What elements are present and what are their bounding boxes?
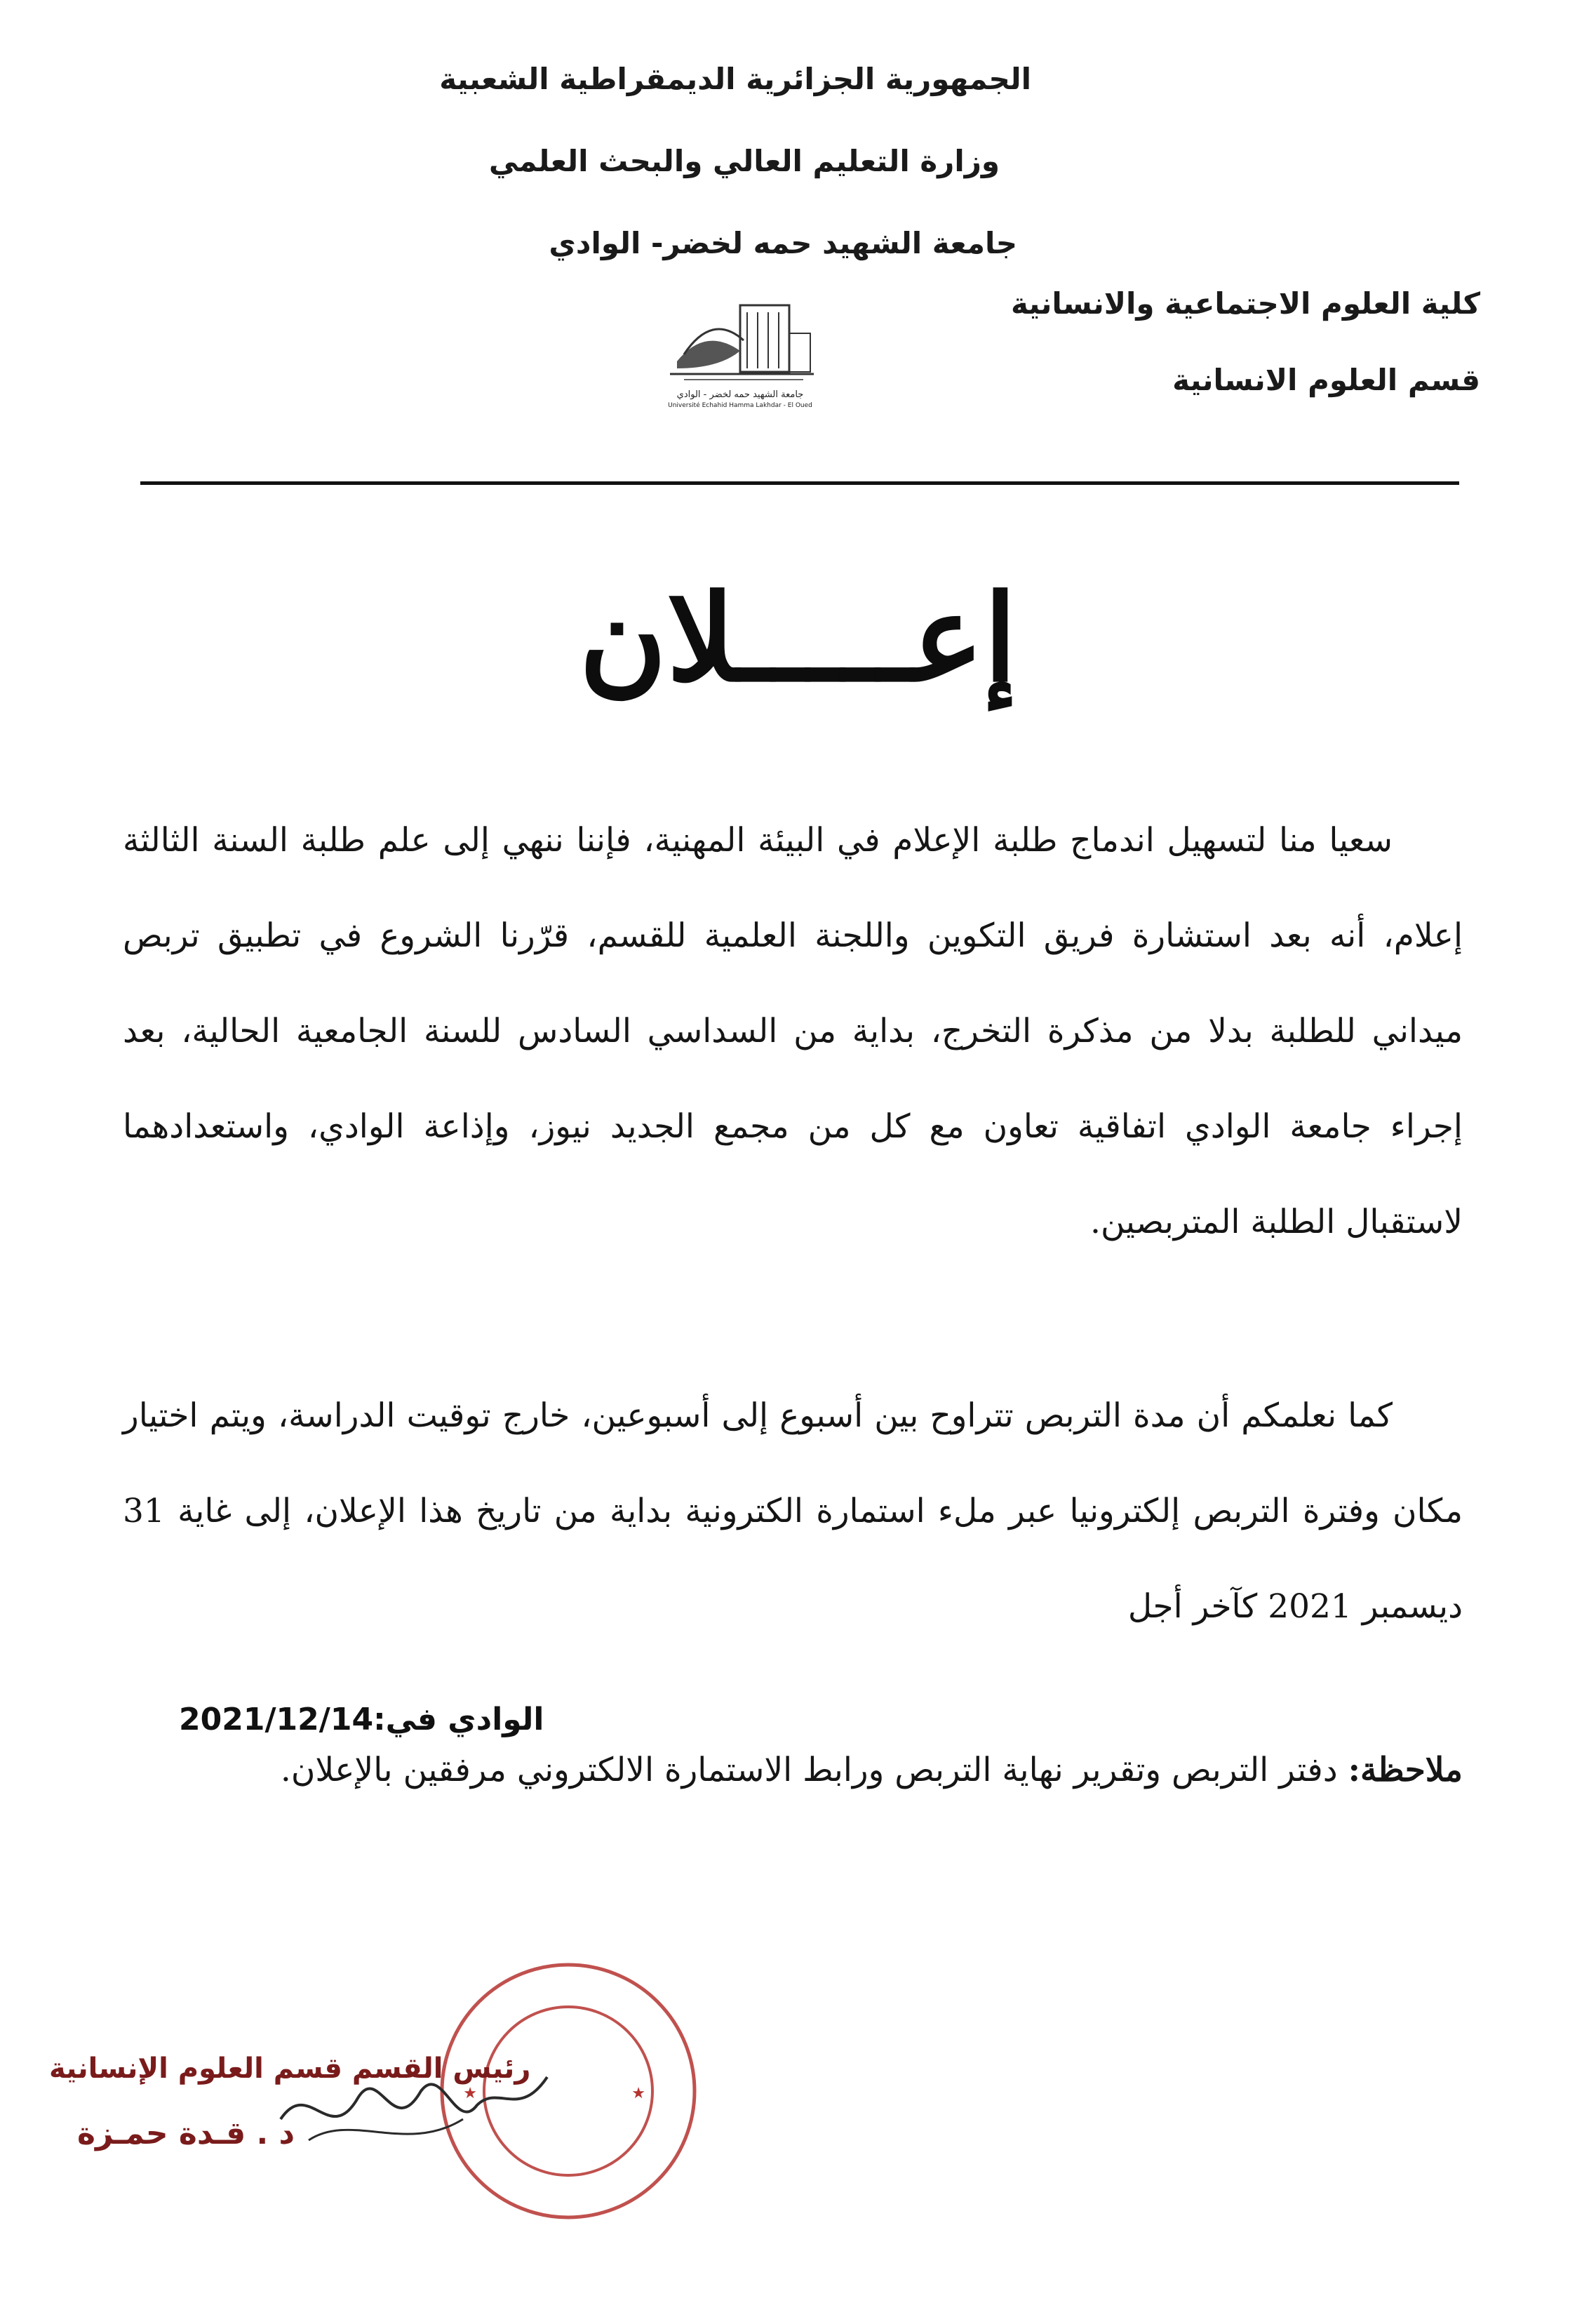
university-heading: جامعة الشهيد حمه لخضر- الوادي — [549, 226, 1017, 260]
place-date: الوادي في:2021/12/14 — [179, 1702, 544, 1737]
faculty-heading: كلية العلوم الاجتماعية والانسانية — [1011, 286, 1480, 321]
department-heading: قسم العلوم الانسانية — [1172, 363, 1480, 397]
svg-text:★: ★ — [631, 2085, 645, 2102]
university-logo — [656, 284, 824, 418]
note-text: دفتر التربص وتقرير نهاية التربص ورابط الاستمارة الالكتروني مرفقين بالإعلان. — [280, 1751, 1348, 1789]
header-divider — [140, 481, 1459, 485]
body-paragraph-1: سعيا منا لتسهيل اندماج طلبة الإعلام في البيئة المهنية، فإننا ننهي إلى علم طلبة السنة الثالثة إعلام، أنه بعد استشارة فريق التكوين واللجنة العلمية للقسم، قرّرنا الشروع في تطبيق تربص ميداني للطلبة بدلا من مذكرة التخرج، بداية من السداسي السادس للسنة الجامعية الحالية، بعد إجراء جامعة الوادي اتفاقية تعاون مع كل من مجمع الجديد نيوز، وإذاعة الوادي، واستعدادهما لاستقبال الطلبة المتربصين. — [123, 821, 1463, 1241]
body-paragraph-2: كما نعلمكم أن مدة التربص تتراوح بين أسبوع إلى أسبوعين، خارج توقيت الدراسة، ويتم اختيار مكان وفترة التربص إلكترونيا عبر ملء استمارة الكترونية بداية من تاريخ هذا الإعلان، إلى غاية 31 ديسمبر 2021 كآخر أجل — [123, 1396, 1463, 1626]
republic-heading: الجمهورية الجزائرية الديمقراطية الشعبية — [439, 62, 1031, 96]
logo-caption-latin: Université Echahid Hamma Lakhdar - El Oued — [668, 402, 812, 409]
logo-caption-arabic: جامعة الشهيد حمه لخضر - الوادي — [676, 389, 804, 400]
announcement-title: إعـــــلان — [579, 568, 1017, 709]
signature-block — [49, 2052, 652, 2172]
signatory-name: د . قـدة حمـزة — [77, 2116, 295, 2151]
signatory-title: رئيس القسم قسم العلوم الإنسانية — [49, 2052, 531, 2085]
note-label: ملاحظة: — [1348, 1751, 1463, 1789]
ministry-heading: وزارة التعليم العالي والبحث العلمي — [488, 144, 1000, 178]
university-building-icon — [656, 284, 824, 389]
svg-text:★: ★ — [463, 2085, 477, 2102]
